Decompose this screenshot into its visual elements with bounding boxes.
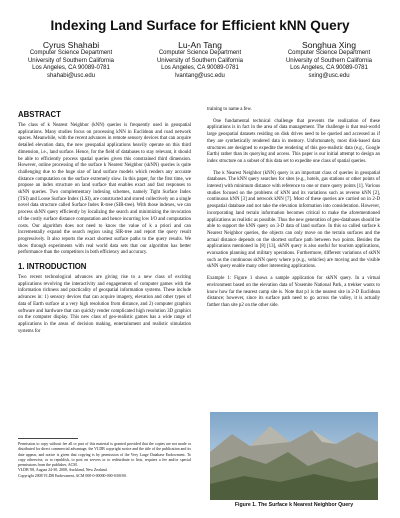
- intro-heading: 1. INTRODUCTION: [18, 262, 87, 272]
- paper-title: Indexing Land Surface for Efficient kNN Query: [50, 18, 350, 33]
- right-column: [207, 107, 380, 315]
- footnote-copyright: Copyright 2008 VLDB Endowment, ACM 000-0-00000-000-0/00/00.: [18, 473, 127, 478]
- intro-text: Two recent technological advances are giving rise to a new class of exciting applications revolving the interactivity and engagements of computer games with the information richness and practicality of geospatial information systems. These include advances in: 1) sensory devices that can acquire imagery, elevation and other types of data of Earth surface at a very high resolution from distance, and 2) computer graphics software and hardware that can quickly render complicated high resolution 3D graphics on the computer display. This new class of geo-realistic games has a wide range of applications in the areas of decision making, entertainment and realistic simulation systems for: [18, 275, 191, 334]
- right-paragraph-3: The k Nearest Neighbor (kNN) query is an important class of queries in geospatial databases. The kNN query searches for sites (e.g., hotels, gas stations or other points of interest) with minimum distance with reference to one or more query points [1]. Various studies focused on the problems of kNN and its variations such as reverse kNN [2], continuous kNN [3] and network kNN [7]. Most of these queries are carried on in 2-D geospatial database and not take the elevation information into consideration. However, incorporating land terrain information becomes critical to make the aforementioned applications as realistic as possible. Thus the new generation of geo-databases should be able to support the kNN query on 3-D data of land surface. In this so called surface k Nearest Neighbor queries, the objects can only move on the terrain surfaces and the actual distance depends on the shortest surface path between two points. Besides the applications mentioned in [8] [13], skNN query is also useful for tourism applications, evacuation planning and military operations. Furthermore, different variations of skNN such as the continuous skNN query where p (e.g., vehicles) are moving and the visible skNN query enable many other interesting applications.: [207, 170, 380, 270]
- footnote-conference: VLDB '08, August 24-30, 2008, Auckland, New Zealand.: [18, 468, 108, 473]
- figure-caption: Figure 1. The Surface k Nearest Neighbor Query: [234, 502, 354, 508]
- author-dept: Computer Science Department: [158, 50, 242, 56]
- footnote-rule: [18, 438, 78, 439]
- author-dept: Computer Science Department: [29, 50, 113, 56]
- author-univ: University of Southern California: [285, 57, 373, 64]
- author-name: Songhua Xing: [302, 40, 356, 50]
- author-email: lvantang@usc.edu: [175, 72, 225, 79]
- terrain-illustration: [210, 412, 378, 500]
- copyright-footnote: [18, 438, 191, 479]
- right-paragraph-1: training to name a few.: [207, 107, 252, 112]
- left-column: [18, 110, 191, 340]
- author-name: Lu-An Tang: [178, 40, 222, 50]
- author-univ: University of Southern California: [156, 57, 244, 64]
- author-addr: Los Angeles, CA 90089-0781: [290, 65, 368, 72]
- author-email: sxing@usc.edu: [308, 72, 350, 79]
- author-addr: Los Angeles, CA 90089-0781: [32, 65, 110, 72]
- author-name: Cyrus Shahabi: [42, 40, 100, 50]
- footnote-text: Permission to copy without fee all or part of this material is granted provided that the copies are not made or distributed for direct commercial advantage, the VLDB copyright notice and the title of the publication and its date appear, and notice is given that copying is by permission of the Very Large Database Endowment. To copy otherwise, or to republish, to post on servers or to redistribute to lists, requires a fee and/or special permissions from the publisher, ACM.: [18, 442, 191, 468]
- author-univ: University of Southern California: [27, 57, 115, 64]
- abstract-text: The class of k Nearest Neighbor (kNN) queries is frequently used in geospatial applications. Many studies focus on processing kNN in Euclidean and road network spaces. Meanwhile, with the recent advances in remote sensory devices that can acquire detailed elevation data, the new geospatial applications heavily operate on this third dimension, i.e., land surface. Hence, for the field of databases to stay relevant, it should be able to efficiently process spatial queries given this constrained third dimension. However, online processing of the surface k Nearest Neighbor (skNN) queries is quite challenging due to the huge size of land surface models which renders any accurate distance computation on the surface extremely slow. In this paper, for the first time, we propose an index structure on land surface that enables exact and fast responses to skNN queries. Two complementary indexing schemes, namely Tight Surface Index (TSI) and Loose Surface Index (LSI), are constructed and stored collectively on a single novel data structure called Surface Index R-tree (SIR-tree). With those indexes, we can process skNN query efficiently by localizing the search and minimizing the invocation of the costly surface distance computation and hence incurring low I/O and computation costs. Our algorithm does not need to know the value of k a priori and can incrementally expand the search region using SIR-tree and report the query result progressively. It also reports the exact shortest surface paths to the query results. We show through experiments with real world data sets that our algorithm has better performance than the competitors in both efficiency and accuracy.: [18, 123, 191, 256]
- author-block: [10, 40, 390, 80]
- abstract-heading: ABSTRACT: [18, 110, 61, 119]
- right-paragraph-2: One fundamental technical challenge that prevents the realization of these applications is in fact in the area of data management. The challenge is that real-world large geospatial datasets residing on disk drives need to be queried and accessed as if they are synthetically rendered data in memory. Unfortunately, most disk-based data structures are designed to expedite the rendering of this geo-realistic data (e.g., Google Earth) rather than its querying and access. This paper is our initial attempt to design an index structure on a subset of this data set to expedite one class of spatial queries.: [207, 118, 380, 164]
- author-dept: Computer Science Department: [287, 50, 371, 56]
- author-3: [268, 40, 390, 80]
- author-2: [139, 40, 261, 80]
- right-paragraph-4: Example 1: Figure 1 shows a sample application for skNN query. In a virtual environment based on the elevation data of Yosemite National Park, a trekker wants to know how far the nearest camp site is. Note that p1 is the nearest site in 2-D Euclidean distance; however, since its surface path need to go across the valley, it is actually farther than site p2 on the other side.: [207, 276, 380, 308]
- author-1: [10, 40, 132, 80]
- author-addr: Los Angeles, CA 90089-0781: [161, 65, 239, 72]
- figure-1: [210, 412, 378, 507]
- author-email: shahabi@usc.edu: [46, 72, 96, 79]
